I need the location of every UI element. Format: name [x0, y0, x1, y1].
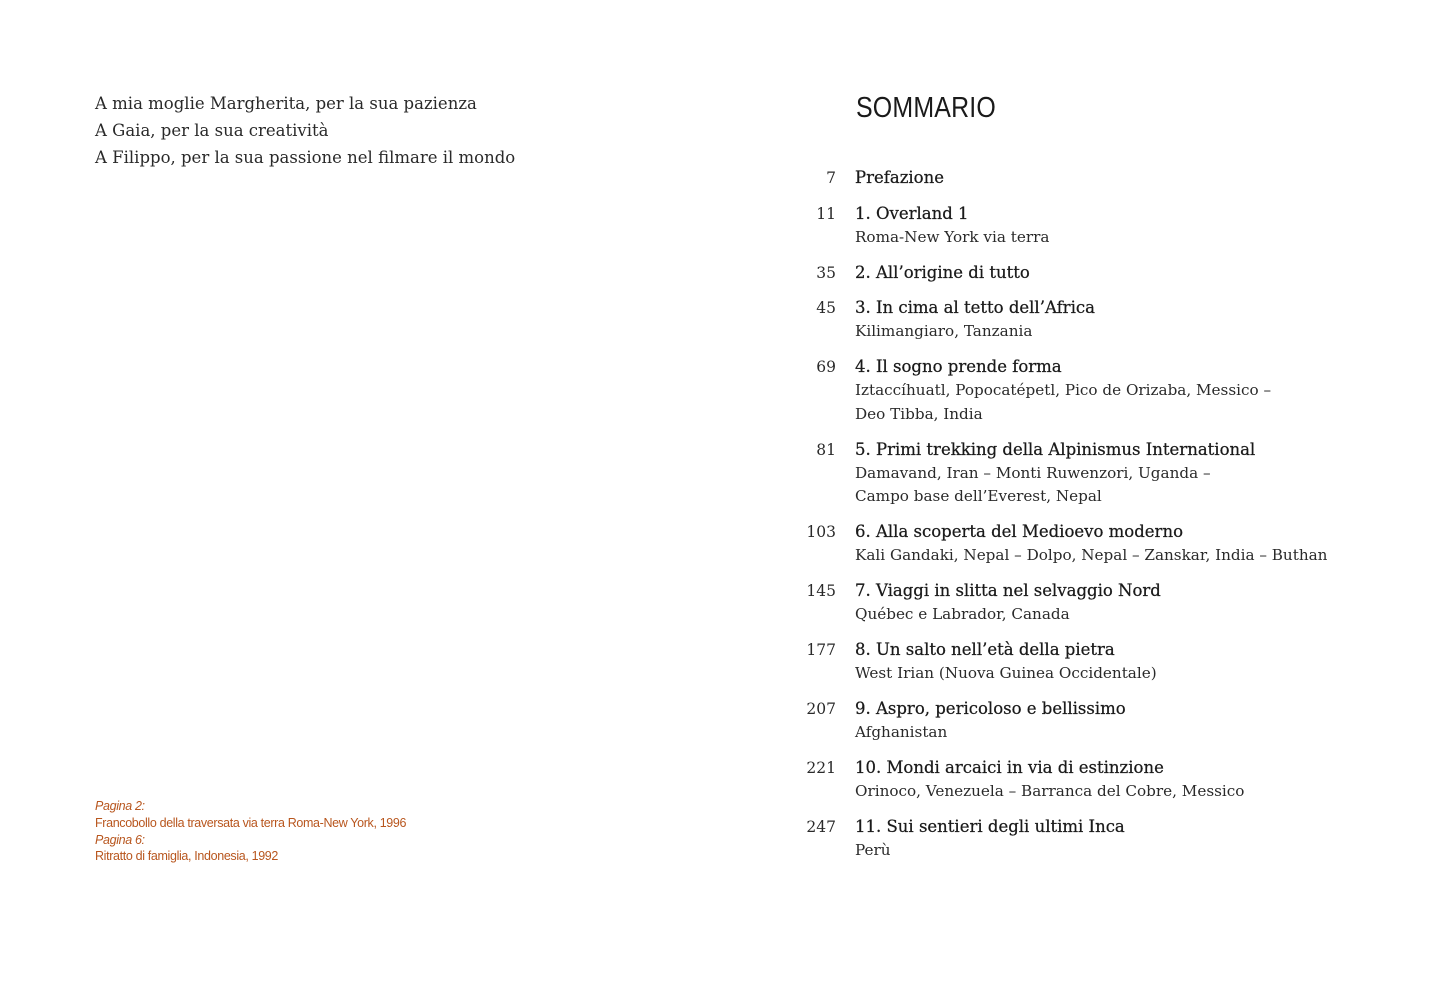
toc-chapter-subtitle: Québec e Labrador, Canada — [855, 605, 1070, 623]
toc-entry — [760, 638, 1380, 686]
toc-chapter-subtitle: Campo base dell’Everest, Nepal — [855, 487, 1102, 505]
caption-text: Francobollo della traversata via terra Roma-New York, 1996 — [95, 815, 407, 830]
caption-text: Ritratto di famiglia, Indonesia, 1992 — [95, 849, 278, 864]
toc-page-number: 45 — [816, 299, 836, 317]
toc-chapter-subtitle: Kilimangiaro, Tanzania — [855, 322, 1033, 340]
toc-page-number: 145 — [806, 582, 836, 600]
toc-chapter-title: 7. Viaggi in slitta nel selvaggio Nord — [855, 581, 1161, 600]
toc-page-number: 221 — [806, 759, 836, 777]
toc-page-number: 7 — [826, 169, 836, 187]
toc-title: SOMMARIO — [856, 92, 996, 124]
toc-chapter-title: 3. In cima al tetto dell’Africa — [855, 298, 1095, 317]
toc-page-number: 81 — [816, 440, 836, 459]
toc-entry — [760, 520, 1380, 568]
toc-page-number: 177 — [806, 641, 836, 659]
toc-entry — [760, 202, 1380, 250]
dedication-line: A mia moglie Margherita, per la sua pazienza — [95, 94, 477, 113]
caption-label: Pagina 2: — [95, 799, 145, 813]
toc-chapter-subtitle: West Irian (Nuova Guinea Occidentale) — [855, 664, 1157, 682]
toc-page-number: 11 — [816, 204, 836, 223]
toc-entry — [760, 815, 1380, 863]
dedication-line: A Filippo, per la sua passione nel filmare il mondo — [95, 148, 516, 167]
dedication-line: A Gaia, per la sua creatività — [95, 121, 329, 140]
toc-chapter-subtitle: Roma-New York via terra — [855, 227, 1050, 246]
toc-page-number: 207 — [806, 700, 836, 718]
toc-chapter-title: 11. Sui sentieri degli ultimi Inca — [855, 817, 1125, 836]
toc-chapter-title: 10. Mondi arcaici in via di estinzione — [855, 758, 1164, 777]
toc-page-number: 69 — [816, 358, 836, 376]
toc-page-number: 103 — [806, 523, 836, 541]
toc-chapter-title: 9. Aspro, pericoloso e bellissimo — [855, 699, 1126, 718]
toc-entry — [760, 756, 1380, 804]
toc-chapter-title: 1. Overland 1 — [855, 203, 969, 223]
toc-page-number: 35 — [816, 263, 836, 282]
toc-chapter-subtitle: Kali Gandaki, Nepal – Dolpo, Nepal – Zanskar, India – Buthan — [855, 546, 1328, 564]
toc-entry — [760, 355, 1380, 426]
toc-entry — [760, 296, 1380, 344]
table-of-contents — [760, 166, 1380, 874]
toc-chapter-subtitle: Deo Tibba, India — [855, 404, 983, 423]
toc-entry — [760, 579, 1380, 627]
toc-chapter-subtitle: Iztaccíhuatl, Popocatépetl, Pico de Orizaba, Messico – — [855, 381, 1272, 399]
toc-entry — [760, 438, 1380, 509]
toc-chapter-title: 2. All’origine di tutto — [855, 262, 1030, 282]
toc-entry — [760, 261, 1380, 285]
caption-label: Pagina 6: — [95, 832, 145, 847]
photo-captions — [95, 798, 715, 865]
toc-chapter-subtitle: Perù — [855, 841, 891, 859]
toc-chapter-title: 4. Il sogno prende forma — [855, 357, 1062, 376]
toc-chapter-subtitle: Orinoco, Venezuela – Barranca del Cobre, Messico — [855, 782, 1245, 800]
toc-entry — [760, 166, 1380, 190]
toc-chapter-title: 8. Un salto nell’età della pietra — [855, 640, 1115, 659]
toc-chapter-title: 6. Alla scoperta del Medioevo moderno — [855, 522, 1184, 541]
dedication — [95, 90, 715, 171]
toc-chapter-subtitle: Afghanistan — [855, 723, 948, 741]
toc-page-number: 247 — [806, 818, 836, 836]
toc-chapter-title: 5. Primi trekking della Alpinismus International — [855, 439, 1256, 459]
toc-chapter-subtitle: Damavand, Iran – Monti Ruwenzori, Uganda – — [855, 463, 1211, 482]
toc-entry — [760, 697, 1380, 745]
toc-chapter-title: Prefazione — [855, 168, 944, 187]
